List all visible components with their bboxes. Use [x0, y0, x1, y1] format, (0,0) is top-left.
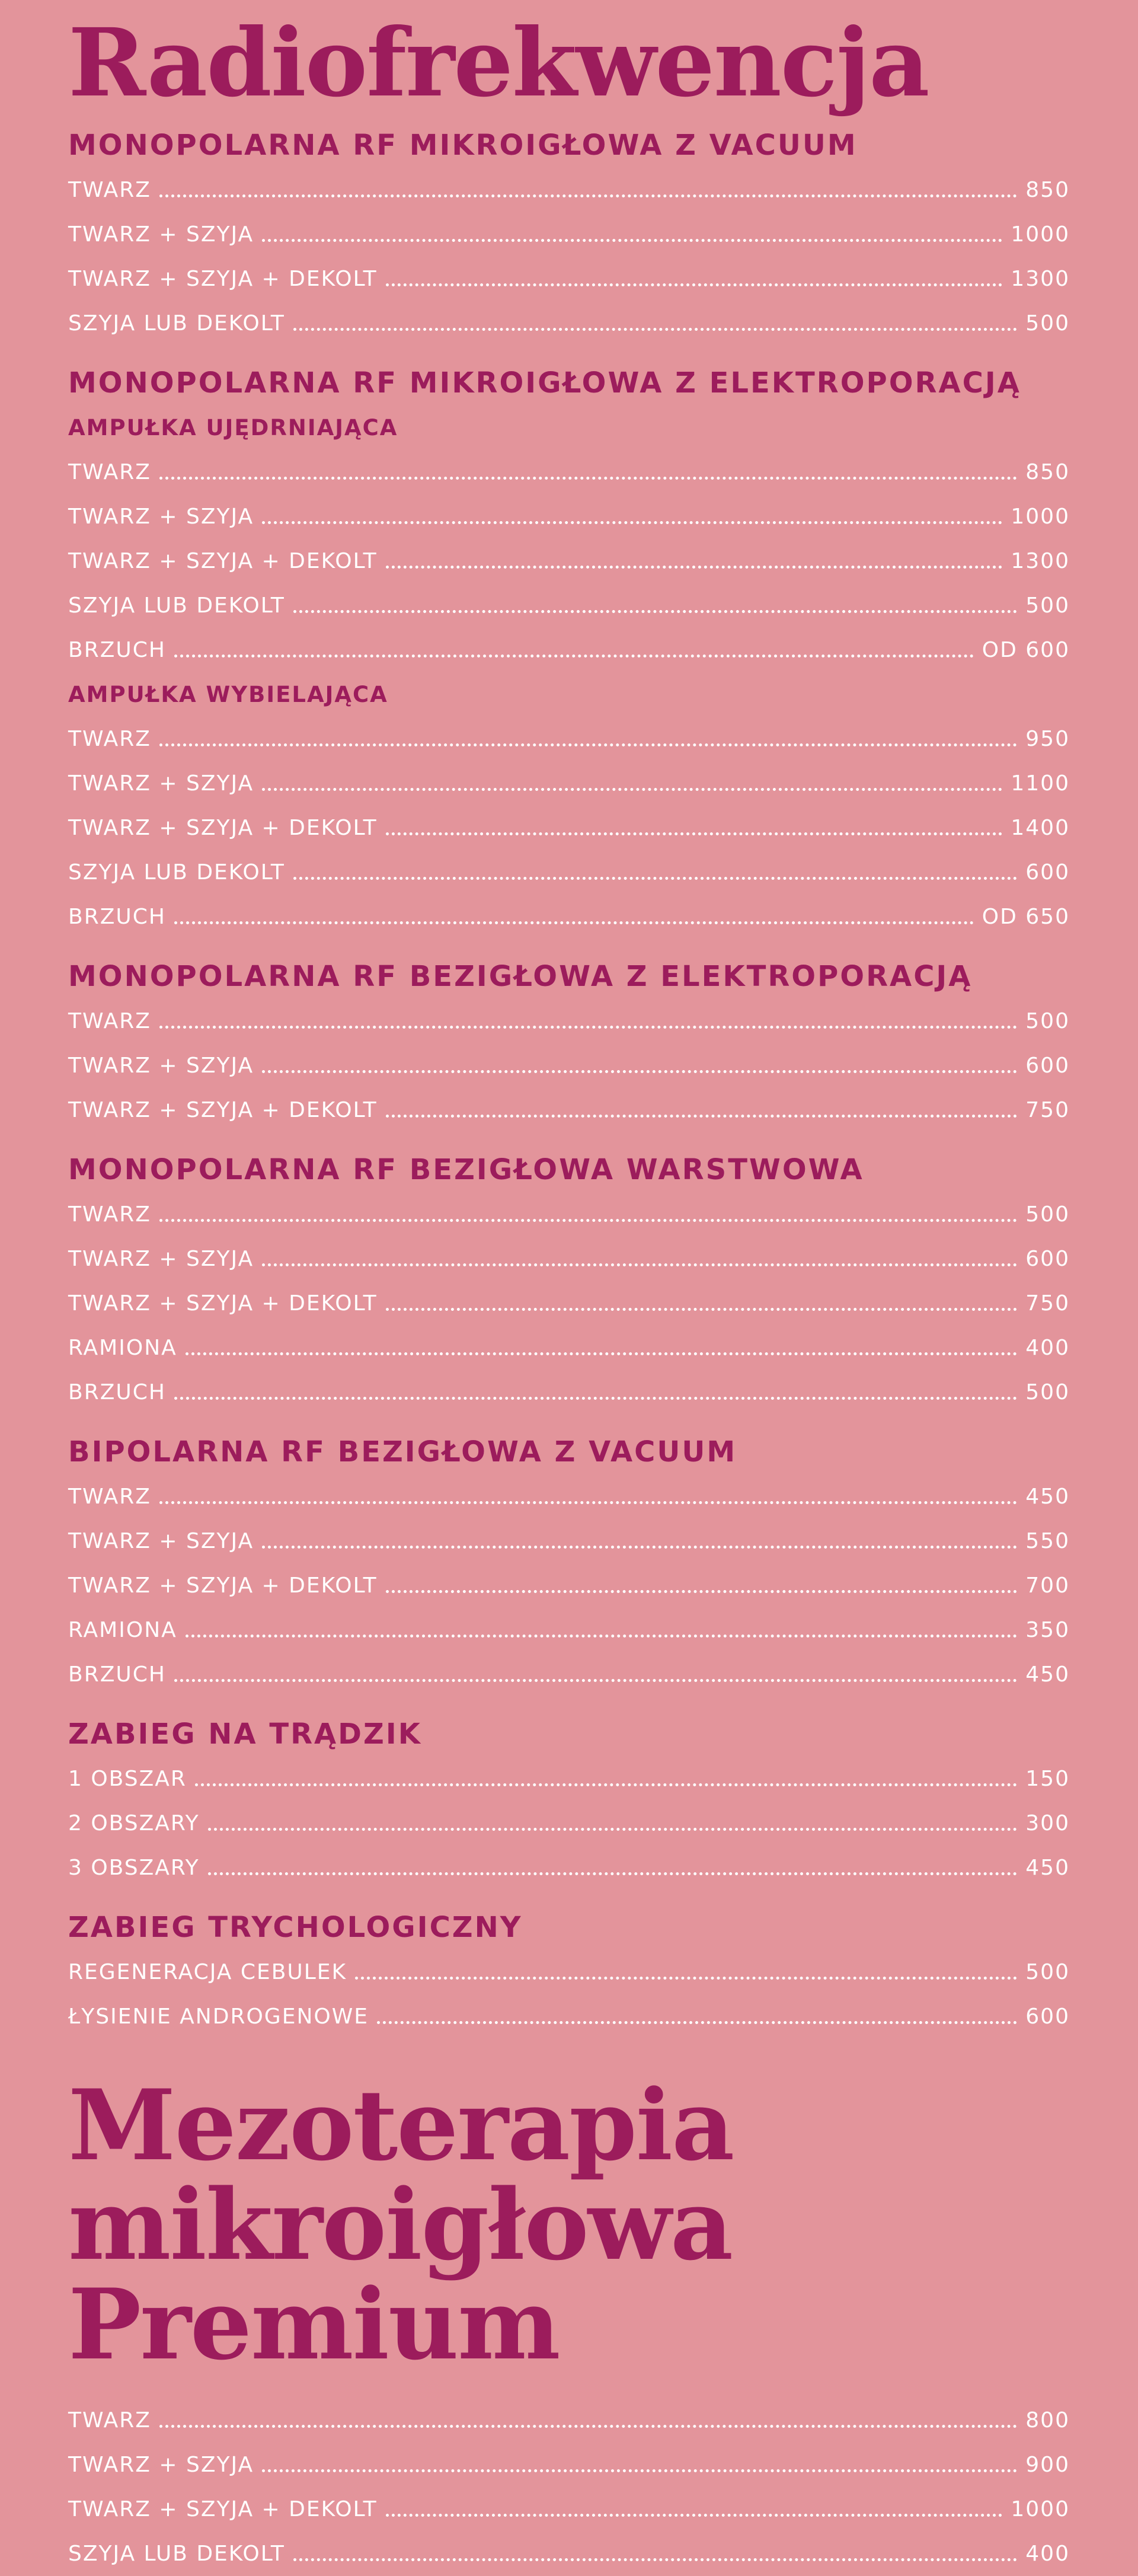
treatment-label: TWARZ + SZYJA + DEKOLT [68, 549, 378, 573]
treatment-label: TWARZ + SZYJA [68, 505, 254, 529]
price-row [68, 494, 1070, 539]
treatment-label: TWARZ [68, 1009, 151, 1033]
price-row [68, 1237, 1070, 1281]
dot-leader [159, 1203, 1017, 1227]
treatment-price: 500 [1025, 1960, 1070, 1984]
dot-leader [386, 1574, 1018, 1598]
dot-leader [174, 639, 974, 662]
dot-leader [159, 461, 1017, 484]
section-rf-needleless-layered [68, 1148, 1070, 1415]
price-row [68, 850, 1070, 895]
dot-leader [386, 1292, 1018, 1316]
price-row [68, 717, 1070, 761]
treatment-label: BRZUCH [68, 1380, 166, 1404]
treatment-label: 2 OBSZARY [68, 1811, 200, 1836]
section-heading: MONOPOLARNA RF MIKROIGŁOWA Z VACUUM [68, 129, 858, 162]
treatment-label: BRZUCH [68, 905, 166, 929]
treatment-price: 750 [1025, 1098, 1070, 1122]
sub-heading: AMPUŁKA UJĘDRNIAJĄCA [68, 415, 398, 440]
price-row [68, 1043, 1070, 1088]
treatment-price: 1000 [1011, 505, 1070, 529]
price-row [68, 1994, 1070, 2039]
treatment-label: TWARZ [68, 1202, 151, 1227]
price-row [68, 1281, 1070, 1326]
dot-leader [262, 1530, 1017, 1553]
price-row [68, 1519, 1070, 1563]
section-heading: BIPOLARNA RF BEZIGŁOWA Z VACUUM [68, 1435, 737, 1469]
price-row [68, 1088, 1070, 1132]
treatment-label: TWARZ + SZYJA [68, 2453, 254, 2477]
dot-leader [386, 550, 1003, 573]
treatment-label: SZYJA LUB DEKOLT [68, 860, 285, 885]
radiofrequency-title: Radiofrekwencja [68, 8, 929, 118]
price-row [68, 2487, 1070, 2532]
price-row [68, 1652, 1070, 1697]
dot-leader [355, 1961, 1017, 1984]
dot-leader [262, 772, 1002, 796]
treatment-label: TWARZ [68, 178, 151, 202]
treatment-label: BRZUCH [68, 638, 166, 662]
dot-leader [293, 861, 1017, 885]
section-heading: ZABIEG TRYCHOLOGICZNY [68, 1911, 523, 1944]
treatment-label: SZYJA LUB DEKOLT [68, 593, 285, 618]
section-rf-microneedle-electroporation [68, 361, 1070, 939]
section-mesotherapy [68, 2398, 1070, 2576]
treatment-price: 1400 [1011, 816, 1070, 840]
treatment-price: 900 [1025, 2453, 1070, 2477]
treatment-label: TWARZ [68, 727, 151, 751]
dot-leader [195, 1767, 1017, 1791]
price-row [68, 539, 1070, 583]
treatment-price: 150 [1025, 1767, 1070, 1791]
section-heading: MONOPOLARNA RF BEZIGŁOWA WARSTWOWA [68, 1153, 864, 1186]
dot-leader [262, 1054, 1017, 1078]
treatment-price: 800 [1025, 2408, 1070, 2433]
treatment-label: TWARZ [68, 2408, 151, 2433]
price-row [68, 1563, 1070, 1608]
dot-leader [208, 1856, 1018, 1880]
treatment-price: 1000 [1011, 2497, 1070, 2521]
dot-leader [262, 505, 1002, 529]
price-row [68, 1608, 1070, 1652]
price-row [68, 2398, 1070, 2443]
dot-leader [386, 1099, 1018, 1122]
dot-leader [186, 1619, 1018, 1642]
section-rf-microneedle-vacuum [68, 123, 1070, 346]
price-row [68, 1950, 1070, 1994]
price-row [68, 761, 1070, 806]
treatment-label: TWARZ + SZYJA + DEKOLT [68, 267, 378, 291]
section-rf-needleless-electroporation [68, 955, 1070, 1132]
treatment-label: TWARZ + SZYJA + DEKOLT [68, 2497, 378, 2521]
price-row [68, 450, 1070, 494]
treatment-price: 850 [1025, 178, 1070, 202]
treatment-label: SZYJA LUB DEKOLT [68, 311, 285, 336]
treatment-price: 1100 [1011, 771, 1070, 796]
treatment-price: 600 [1025, 860, 1070, 885]
treatment-price: 300 [1025, 1811, 1070, 1836]
treatment-price: 500 [1025, 1202, 1070, 1227]
treatment-label: TWARZ [68, 460, 151, 484]
treatment-label: TWARZ + SZYJA + DEKOLT [68, 816, 378, 840]
dot-leader [186, 1336, 1018, 1360]
price-row [68, 895, 1070, 939]
price-row [68, 1192, 1070, 1237]
treatment-price: 700 [1025, 1573, 1070, 1598]
price-row [68, 2443, 1070, 2487]
treatment-price: 600 [1025, 1054, 1070, 1078]
treatment-label: REGENERACJA CEBULEK [68, 1960, 347, 1984]
section-acne-treatment [68, 1712, 1070, 1890]
dot-leader [293, 594, 1017, 618]
treatment-price: 400 [1025, 2542, 1070, 2566]
treatment-price: OD 600 [982, 638, 1070, 662]
treatment-price: 750 [1025, 1291, 1070, 1316]
treatment-price: 350 [1025, 1618, 1070, 1642]
treatment-price: 500 [1025, 311, 1070, 336]
dot-leader [262, 223, 1002, 247]
section-trichology-treatment [68, 1905, 1070, 2039]
sub-heading: AMPUŁKA WYBIELAJĄCA [68, 682, 388, 707]
treatment-label: TWARZ + SZYJA + DEKOLT [68, 1573, 378, 1598]
price-row [68, 1474, 1070, 1519]
dot-leader [262, 1247, 1017, 1271]
dot-leader [293, 2542, 1017, 2566]
treatment-label: 1 OBSZAR [68, 1767, 187, 1791]
price-row [68, 999, 1070, 1043]
mesotherapy-title-line1: Mezoterapia [68, 2068, 734, 2182]
price-row [68, 1846, 1070, 1890]
price-row [68, 1757, 1070, 1801]
price-row [68, 1370, 1070, 1415]
treatment-label: TWARZ + SZYJA [68, 771, 254, 796]
price-row [68, 2532, 1070, 2576]
section-heading: MONOPOLARNA RF MIKROIGŁOWA Z ELEKTROPORACJĄ [68, 366, 1021, 400]
price-row [68, 806, 1070, 850]
treatment-label: TWARZ + SZYJA [68, 1247, 254, 1271]
dot-leader [377, 2005, 1017, 2029]
dot-leader [262, 2453, 1017, 2477]
treatment-label: TWARZ + SZYJA [68, 222, 254, 247]
treatment-price: 550 [1025, 1529, 1070, 1553]
dot-leader [386, 2498, 1003, 2521]
treatment-price: 600 [1025, 1247, 1070, 1271]
section-heading: MONOPOLARNA RF BEZIGŁOWA Z ELEKTROPORACJĄ [68, 960, 973, 993]
treatment-price: 450 [1025, 1662, 1070, 1687]
price-row [68, 257, 1070, 301]
treatment-label: TWARZ [68, 1485, 151, 1509]
section-heading: ZABIEG NA TRĄDZIK [68, 1718, 422, 1751]
treatment-label: TWARZ + SZYJA + DEKOLT [68, 1291, 378, 1316]
treatment-price: 1300 [1011, 549, 1070, 573]
dot-leader [159, 1485, 1017, 1509]
treatment-price: OD 650 [982, 905, 1070, 929]
treatment-label: 3 OBSZARY [68, 1856, 200, 1880]
section-bipolar-rf-vacuum [68, 1430, 1070, 1697]
price-row [68, 583, 1070, 628]
treatment-price: 850 [1025, 460, 1070, 484]
dot-leader [159, 2409, 1017, 2433]
price-row [68, 301, 1070, 346]
price-row [68, 1801, 1070, 1846]
treatment-price: 1000 [1011, 222, 1070, 247]
price-row [68, 628, 1070, 672]
treatment-label: TWARZ + SZYJA [68, 1529, 254, 1553]
treatment-price: 450 [1025, 1856, 1070, 1880]
dot-leader [386, 816, 1003, 840]
treatment-price: 450 [1025, 1485, 1070, 1509]
treatment-price: 950 [1025, 727, 1070, 751]
dot-leader [293, 312, 1017, 336]
dot-leader [174, 1663, 1017, 1687]
treatment-label: SZYJA LUB DEKOLT [68, 2542, 285, 2566]
dot-leader [386, 267, 1003, 291]
mesotherapy-title [68, 2068, 1070, 2382]
dot-leader [174, 905, 974, 929]
treatment-label: TWARZ + SZYJA + DEKOLT [68, 1098, 378, 1122]
dot-leader [159, 727, 1017, 751]
treatment-price: 1300 [1011, 267, 1070, 291]
price-row [68, 168, 1070, 212]
treatment-label: ŁYSIENIE ANDROGENOWE [68, 2004, 369, 2029]
price-row [68, 1326, 1070, 1370]
treatment-price: 500 [1025, 593, 1070, 618]
treatment-price: 500 [1025, 1009, 1070, 1033]
mesotherapy-title-line2: mikroigłowa Premium [68, 2168, 733, 2382]
treatment-price: 600 [1025, 2004, 1070, 2029]
dot-leader [208, 1812, 1018, 1836]
treatment-price: 400 [1025, 1336, 1070, 1360]
treatment-label: BRZUCH [68, 1662, 166, 1687]
treatment-price: 500 [1025, 1380, 1070, 1404]
dot-leader [159, 1010, 1017, 1033]
dot-leader [174, 1381, 1017, 1404]
treatment-label: RAMIONA [68, 1618, 177, 1642]
dot-leader [159, 178, 1017, 202]
treatment-label: RAMIONA [68, 1336, 177, 1360]
price-row [68, 212, 1070, 257]
treatment-label: TWARZ + SZYJA [68, 1054, 254, 1078]
